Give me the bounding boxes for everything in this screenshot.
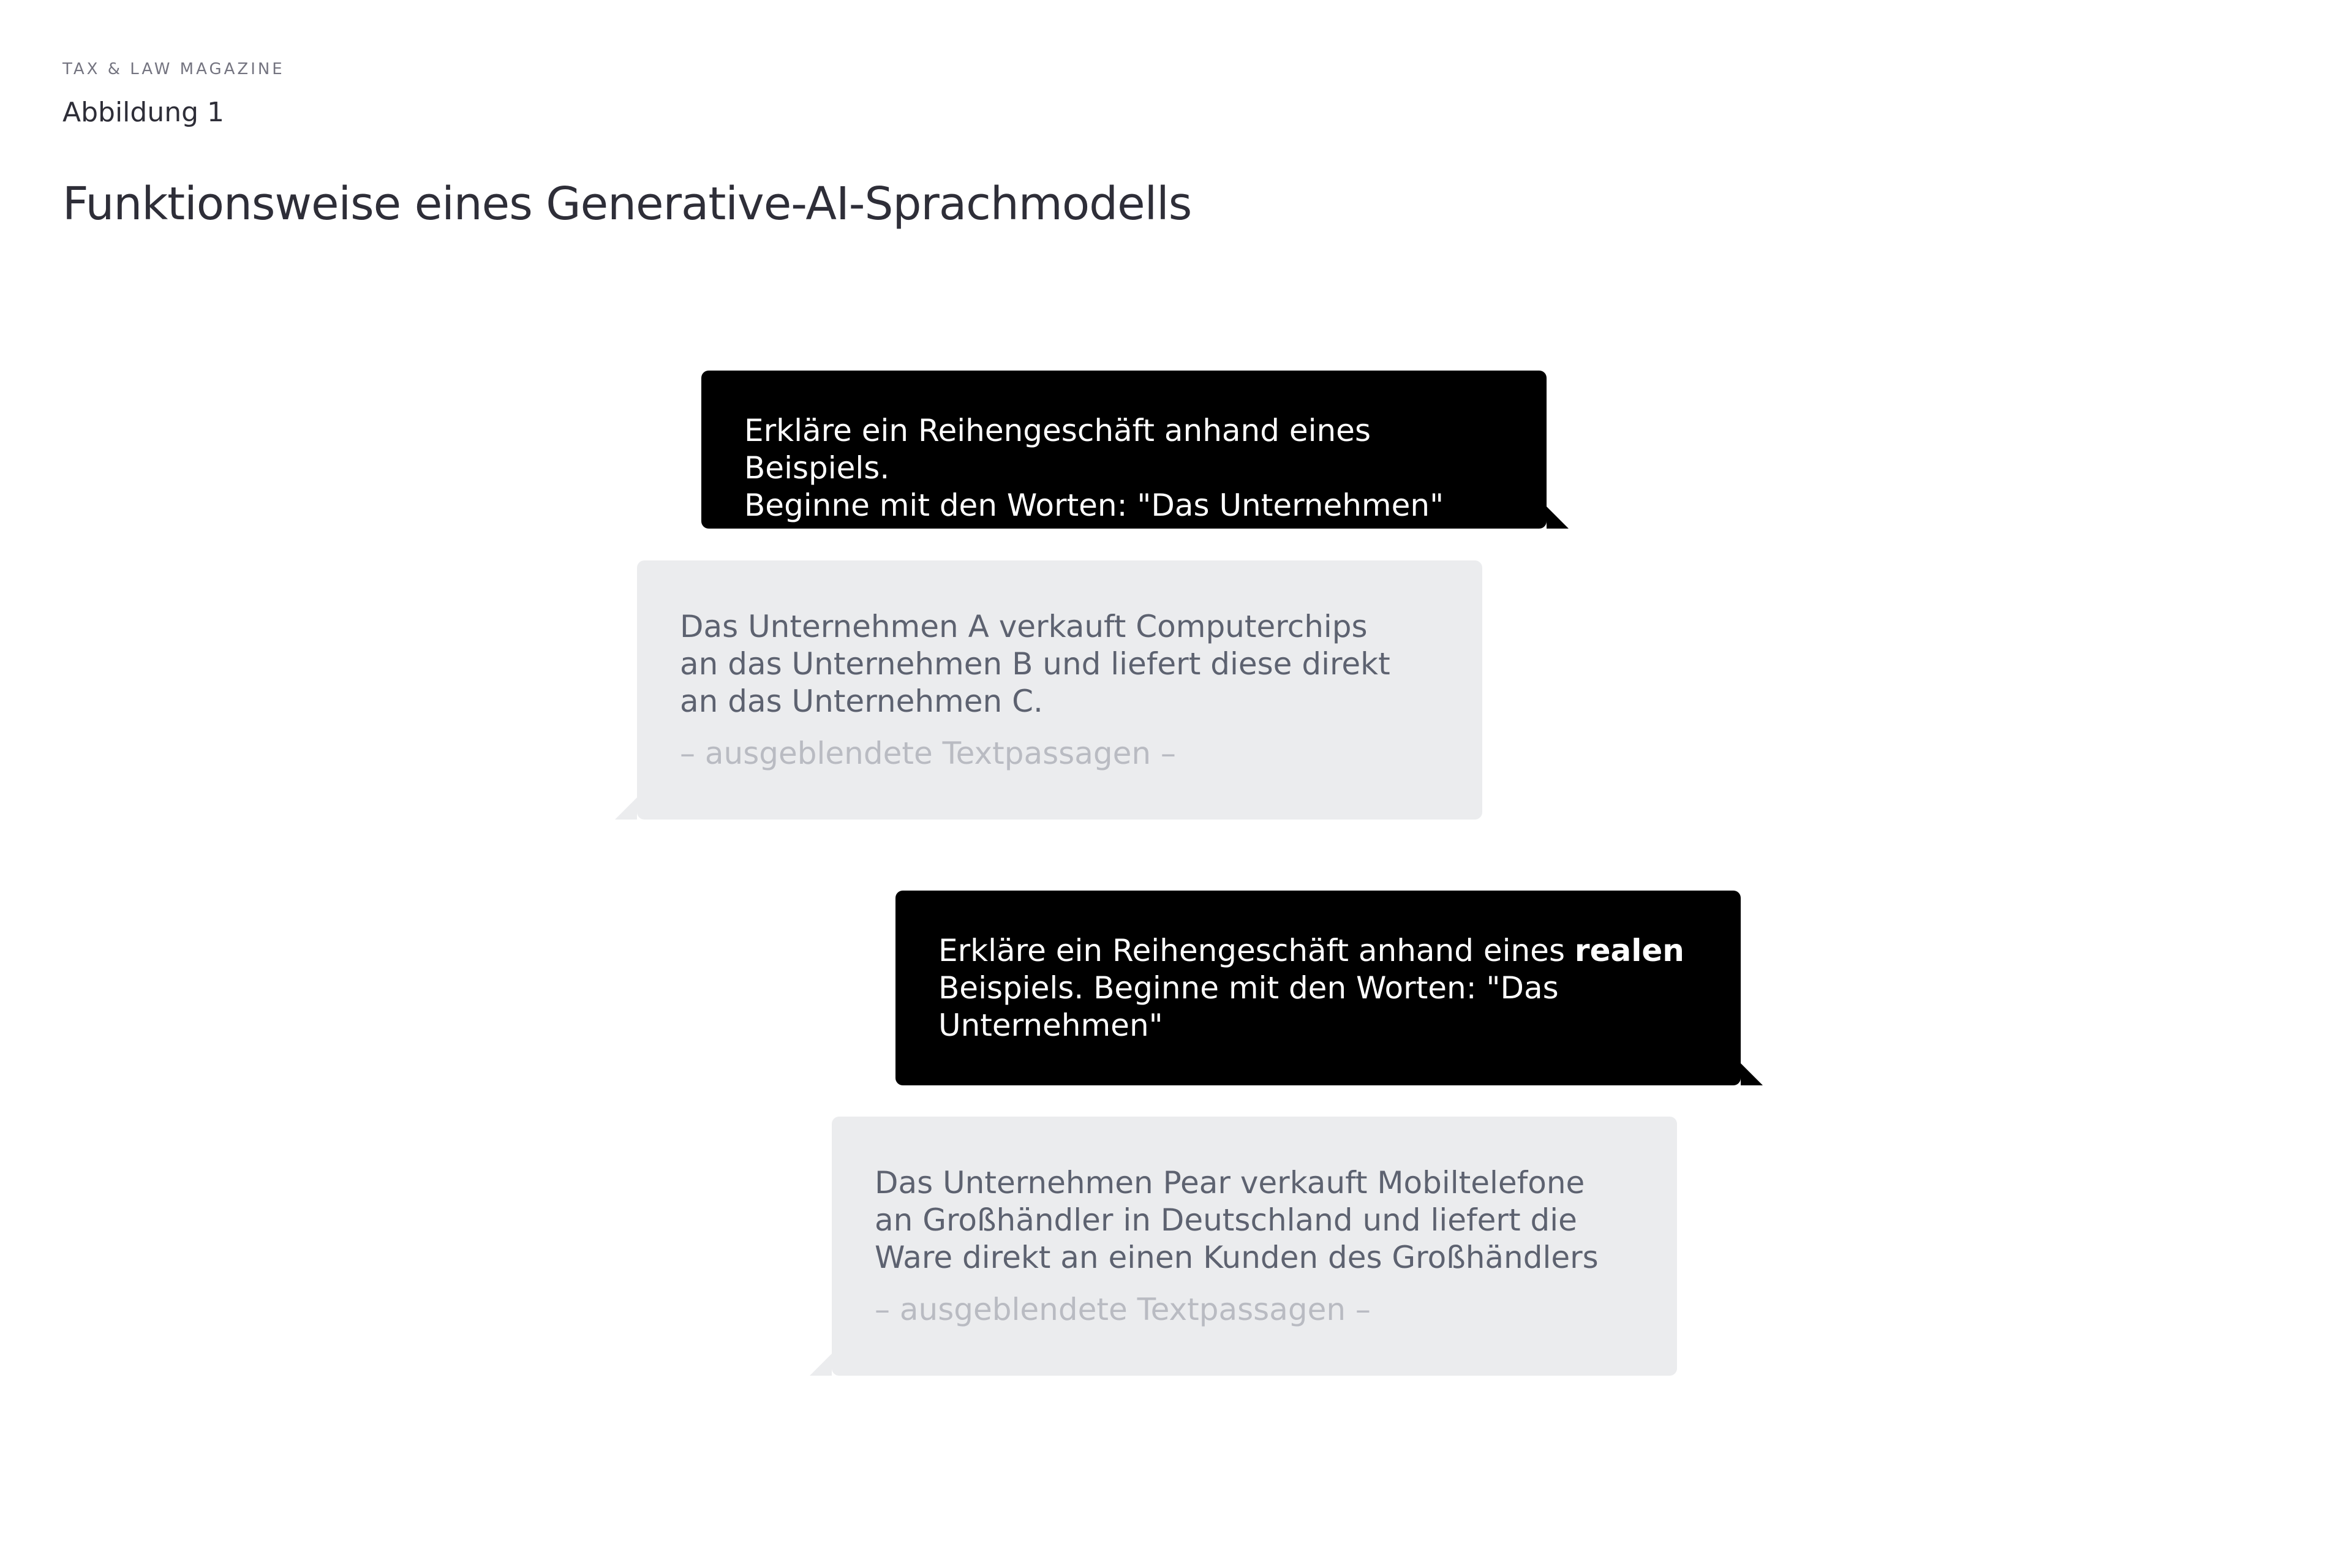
prompt-2-line-1	[938, 932, 1698, 970]
reply-2-line-1: Das Unternehmen Pear verkauft Mobiltelefone	[875, 1165, 1585, 1200]
prompt-2-line-1-text: Erkläre ein Reihengeschäft anhand eines	[938, 933, 1575, 968]
prompt-bubble-2	[895, 891, 1741, 1085]
prompt-1-line-1: Erkläre ein Reihengeschäft anhand eines Beispiels.	[744, 413, 1371, 486]
page-title: Funktionsweise eines Generative-AI-Sprachmodells	[62, 178, 1192, 230]
reply-2-line-3: Ware direkt an einen Kunden des Großhändlers	[875, 1240, 1599, 1275]
reply-1-line-1: Das Unternehmen A verkauft Computerchips	[680, 609, 1368, 644]
prompt-2-line-3: Unternehmen"	[938, 1008, 1163, 1043]
prompt-1-line-2: Beginne mit den Worten: "Das Unternehmen"	[744, 488, 1444, 523]
reply-1-line-2: an das Unternehmen B und liefert diese direkt	[680, 646, 1390, 682]
reply-bubble-1	[637, 560, 1482, 820]
reply-1-hidden-note: – ausgeblendete Textpassagen –	[680, 736, 1176, 771]
reply-1-line-3: an das Unternehmen C.	[680, 684, 1043, 719]
reply-2-hidden-note: – ausgeblendete Textpassagen –	[875, 1292, 1371, 1327]
magazine-eyebrow: TAX & LAW MAGAZINE	[62, 60, 285, 78]
figure-label: Abbildung 1	[62, 97, 225, 128]
reply-2-line-2: an Großhändler in Deutschland und liefert die	[875, 1202, 1577, 1238]
prompt-bubble-1	[701, 371, 1547, 529]
prompt-2-line-2: Beispiels. Beginne mit den Worten: "Das	[938, 970, 1559, 1006]
prompt-2-emphasis: realen	[1574, 933, 1684, 968]
reply-bubble-2	[832, 1117, 1677, 1376]
